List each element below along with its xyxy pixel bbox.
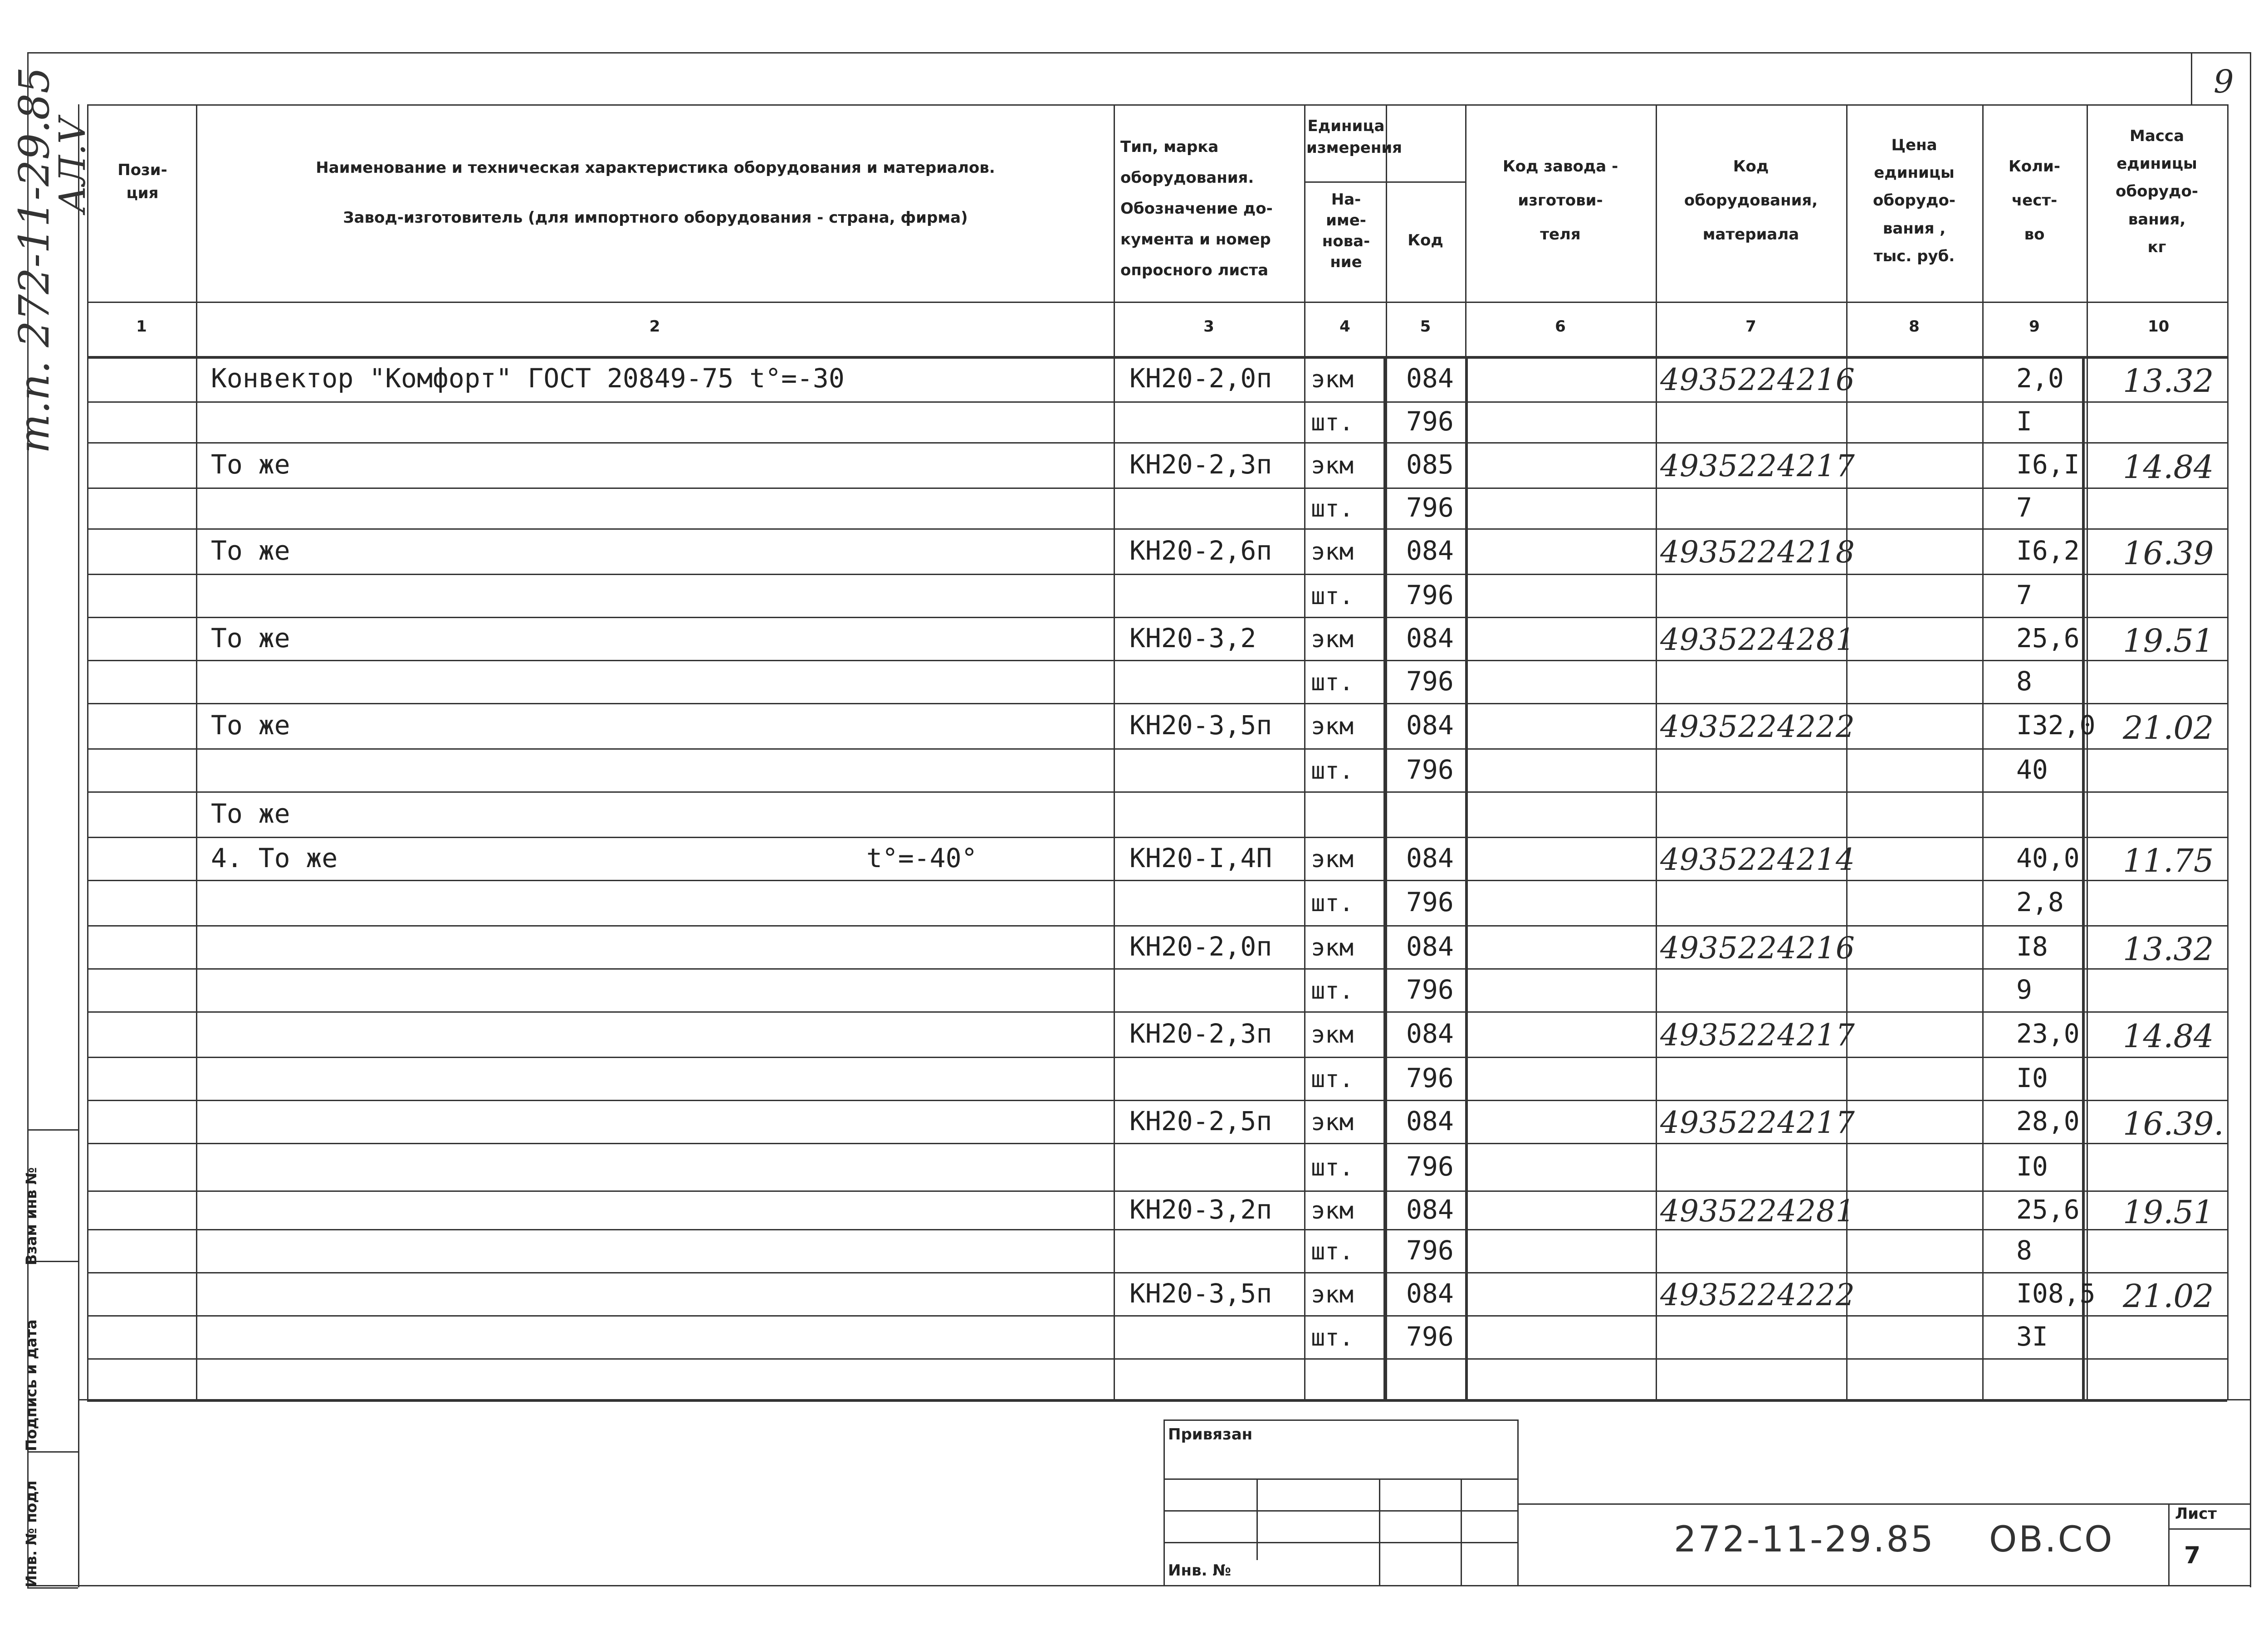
grid-line	[87, 925, 2227, 927]
header-unit-code: Код	[1408, 231, 1443, 249]
grid-line	[1163, 1510, 1517, 1512]
grid-line	[1114, 104, 1115, 1399]
grid-line	[87, 748, 2227, 750]
row-name: То же	[211, 449, 290, 480]
header-mass: Масса единицы оборудо- вания, кг	[2116, 127, 2198, 256]
row-mass: 21.02	[2123, 1278, 2214, 1315]
row-unit-name: экм	[1311, 846, 1354, 873]
grid-line	[1517, 1419, 1519, 1585]
row-mass: 11.75	[2123, 842, 2214, 879]
grid-line	[1656, 104, 1657, 1399]
row-unit-name: экм	[1311, 366, 1354, 393]
grid-line	[2168, 1503, 2170, 1585]
row-quantity: I0	[2016, 1063, 2048, 1093]
row-name-extra: t°=-40°	[866, 843, 978, 873]
row-quantity: 23,0	[2016, 1018, 2080, 1049]
side-label-inv: Инв. № подл	[23, 1480, 40, 1587]
header-factory-code: Код завода - изготови- теля	[1502, 157, 1618, 244]
row-type: КН20-I,4П	[1129, 843, 1272, 873]
row-unit-code: 084	[1406, 363, 1454, 394]
grid-line	[1383, 356, 1386, 1399]
row-equipment-code: 4935224222	[1660, 1278, 1855, 1312]
row-unit-code: 796	[1406, 666, 1454, 697]
column-number: 2	[649, 317, 660, 336]
row-unit-name: шт.	[1311, 669, 1354, 696]
row-unit-name: шт.	[1311, 757, 1354, 785]
grid-line	[1163, 1419, 1517, 1421]
row-name: 4. То же	[211, 843, 338, 873]
row-unit-code: 796	[1406, 1151, 1454, 1182]
row-quantity: 40	[2016, 754, 2048, 785]
grid-line	[87, 1229, 2227, 1230]
grid-line	[78, 104, 79, 1587]
grid-line	[27, 1585, 2250, 1586]
row-mass: 16.39.	[2123, 1105, 2224, 1142]
inv-no-label: Инв. №	[1168, 1561, 1232, 1580]
row-unit-name: шт.	[1311, 583, 1354, 610]
side-stamp: т.п. 272-11-29.85	[10, 67, 59, 454]
grid-line	[87, 528, 2227, 530]
row-type: КН20-3,2	[1129, 623, 1256, 654]
row-unit-code: 796	[1406, 754, 1454, 785]
row-quantity: 8	[2016, 666, 2032, 697]
row-quantity: 7	[2016, 492, 2032, 523]
grid-line	[1465, 356, 1468, 1399]
grid-line	[87, 791, 2227, 793]
grid-line	[87, 660, 2227, 661]
grid-line	[1379, 1478, 1380, 1585]
row-name: То же	[211, 623, 290, 654]
row-equipment-code: 4935224222	[1660, 709, 1855, 744]
row-equipment-code: 4935224218	[1660, 535, 1855, 570]
grid-line	[1304, 181, 1465, 183]
grid-line	[87, 1315, 2227, 1317]
grid-line	[2250, 52, 2251, 1587]
grid-line	[87, 401, 2227, 403]
row-equipment-code: 4935224216	[1660, 931, 1855, 966]
row-quantity: 7	[2016, 580, 2032, 610]
row-quantity: 2,0	[2016, 363, 2064, 394]
row-unit-code: 084	[1406, 623, 1454, 654]
column-number: 5	[1420, 317, 1431, 336]
header-name-line2: Завод-изготовитель (для импортного оборудования - страна, фирма)	[343, 209, 968, 227]
header-position: Пози- ция	[117, 161, 167, 202]
side-label-vzam: Взам инв №	[23, 1167, 40, 1265]
row-unit-name: экм	[1311, 626, 1354, 653]
row-quantity: I32,0	[2016, 710, 2096, 741]
grid-line	[87, 968, 2227, 970]
row-quantity: I6,2	[2016, 535, 2080, 566]
grid-line	[2227, 104, 2229, 1399]
row-unit-code: 796	[1406, 492, 1454, 523]
grid-line	[87, 1190, 2227, 1192]
grid-line	[1517, 1503, 2250, 1505]
grid-line	[2082, 356, 2085, 1399]
document-mark: ОВ.СО	[1989, 1519, 2114, 1560]
row-equipment-code: 4935224216	[1660, 362, 1855, 397]
row-unit-code: 796	[1406, 580, 1454, 610]
row-unit-name: экм	[1311, 452, 1354, 479]
row-unit-name: шт.	[1311, 409, 1354, 436]
column-number: 3	[1203, 317, 1214, 336]
row-type: КН20-2,0п	[1129, 931, 1272, 962]
column-number: 6	[1555, 317, 1566, 336]
side-mark: АЛ.V	[51, 117, 93, 213]
row-type: КН20-3,5п	[1129, 1278, 1272, 1309]
grid-line	[1386, 181, 1387, 356]
column-number: 8	[1909, 317, 1920, 336]
column-number: 4	[1339, 317, 1350, 336]
row-mass: 16.39	[2123, 535, 2214, 572]
row-quantity: I8	[2016, 931, 2048, 962]
row-unit-name: экм	[1311, 1109, 1354, 1136]
grid-line	[196, 104, 197, 1399]
row-equipment-code: 4935224217	[1660, 1018, 1855, 1053]
row-mass: 14.84	[2123, 449, 2214, 486]
row-name: То же	[211, 710, 290, 741]
column-number: 9	[2029, 317, 2040, 336]
row-unit-code: 084	[1406, 1278, 1454, 1309]
row-unit-name: шт.	[1311, 1066, 1354, 1093]
grid-line	[2168, 1528, 2250, 1530]
document-code: 272-11-29.85	[1674, 1519, 1935, 1560]
row-quantity: 25,6	[2016, 1194, 2080, 1225]
grid-line	[87, 703, 2227, 704]
row-unit-code: 796	[1406, 1321, 1454, 1352]
grid-line	[87, 1057, 2227, 1058]
row-unit-name: шт.	[1311, 1154, 1354, 1181]
row-quantity: 28,0	[2016, 1106, 2080, 1136]
header-equipment-code: Код оборудования, материала	[1684, 157, 1818, 244]
row-equipment-code: 4935224281	[1660, 622, 1855, 657]
row-unit-name: экм	[1311, 538, 1354, 566]
row-name: Конвектор "Комфорт" ГОСТ 20849-75 t°=-30	[211, 363, 845, 394]
row-unit-code: 084	[1406, 710, 1454, 741]
grid-line	[1461, 1478, 1462, 1585]
row-mass: 19.51	[2123, 1194, 2214, 1231]
row-mass: 13.32	[2123, 931, 2214, 968]
row-unit-name: шт.	[1311, 890, 1354, 917]
row-equipment-code: 4935224217	[1660, 449, 1855, 483]
row-unit-name: экм	[1311, 1197, 1354, 1224]
header-name-line1: Наименование и техническая характеристика оборудования и материалов.	[316, 159, 995, 177]
row-unit-code: 084	[1406, 1018, 1454, 1049]
row-type: КН20-2,6п	[1129, 535, 1272, 566]
row-unit-name: экм	[1311, 1021, 1354, 1049]
row-unit-code: 084	[1406, 1194, 1454, 1225]
row-quantity: 2,8	[2016, 887, 2064, 917]
row-equipment-code: 4935224217	[1660, 1105, 1855, 1140]
header-unit-group: Единица измерения	[1306, 117, 1402, 157]
row-quantity: I6,I	[2016, 449, 2080, 480]
list-number: 7	[2184, 1542, 2201, 1569]
grid-line	[87, 1011, 2227, 1013]
row-quantity: I	[2016, 406, 2032, 437]
row-type: КН20-3,5п	[1129, 710, 1272, 741]
row-mass: 14.84	[2123, 1018, 2214, 1055]
grid-line	[87, 1272, 2227, 1273]
grid-line	[87, 1399, 2227, 1402]
row-unit-name: экм	[1311, 934, 1354, 961]
grid-line	[87, 1358, 2227, 1360]
row-unit-code: 796	[1406, 974, 1454, 1005]
column-number: 10	[2148, 317, 2170, 336]
row-mass: 19.51	[2123, 622, 2214, 659]
row-unit-code: 796	[1406, 887, 1454, 917]
grid-line	[87, 1143, 2227, 1144]
row-unit-code: 796	[1406, 1063, 1454, 1093]
row-type: КН20-2,5п	[1129, 1106, 1272, 1136]
grid-line	[87, 302, 2227, 303]
row-unit-code: 084	[1406, 535, 1454, 566]
grid-line	[27, 1451, 78, 1453]
row-unit-name: шт.	[1311, 1238, 1354, 1265]
row-unit-code: 084	[1406, 931, 1454, 962]
grid-line	[27, 1587, 78, 1589]
grid-line	[1163, 1542, 1517, 1543]
header-type: Тип, марка оборудования. Обозначение до- кумента и номер опросного листа	[1120, 138, 1273, 279]
row-type: КН20-3,2п	[1129, 1194, 1272, 1225]
row-unit-name: шт.	[1311, 977, 1354, 1005]
row-name: То же	[211, 535, 290, 566]
header-unit-name: На- име- нова- ние	[1322, 190, 1370, 271]
column-number: 1	[136, 317, 147, 336]
row-quantity: 9	[2016, 974, 2032, 1005]
header-quantity: Коли- чест- во	[2009, 157, 2060, 244]
grid-line	[87, 617, 2227, 618]
row-type: КН20-2,0п	[1129, 363, 1272, 394]
grid-line	[87, 880, 2227, 881]
row-unit-name: экм	[1311, 1281, 1354, 1308]
grid-line	[27, 1129, 78, 1131]
row-mass: 13.32	[2123, 362, 2214, 400]
grid-line	[1163, 1419, 1165, 1585]
row-name: То же	[211, 798, 290, 829]
grid-line	[87, 574, 2227, 575]
row-unit-name: шт.	[1311, 1324, 1354, 1351]
grid-line	[2087, 104, 2088, 1399]
row-type: КН20-2,3п	[1129, 449, 1272, 480]
grid-line	[87, 104, 88, 1399]
grid-line	[87, 488, 2227, 489]
row-unit-name: экм	[1311, 713, 1354, 740]
row-equipment-code: 4935224214	[1660, 842, 1855, 877]
row-quantity: 25,6	[2016, 623, 2080, 654]
row-unit-code: 796	[1406, 1235, 1454, 1266]
row-quantity: I08,5	[2016, 1278, 2096, 1309]
grid-line	[1982, 104, 1984, 1399]
row-quantity: 3I	[2016, 1321, 2048, 1352]
row-unit-code: 796	[1406, 406, 1454, 437]
grid-line	[1163, 1478, 1517, 1480]
grid-line	[1256, 1478, 1258, 1560]
sheet-number-top: 9	[2214, 63, 2234, 100]
row-quantity: 8	[2016, 1235, 2032, 1266]
row-unit-name: шт.	[1311, 495, 1354, 522]
side-label-podpis: Подпись и дата	[23, 1319, 40, 1451]
row-quantity: I0	[2016, 1151, 2048, 1182]
row-unit-code: 084	[1406, 1106, 1454, 1136]
grid-line	[87, 356, 2227, 359]
header-price: Цена единицы оборудо- вания , тыс. руб.	[1873, 136, 1955, 265]
row-unit-code: 084	[1406, 843, 1454, 873]
row-mass: 21.02	[2123, 709, 2214, 746]
column-number: 7	[1745, 317, 1756, 336]
grid-line	[87, 837, 2227, 838]
row-type: КН20-2,3п	[1129, 1018, 1272, 1049]
row-quantity: 40,0	[2016, 843, 2080, 873]
grid-line	[27, 52, 2250, 54]
row-unit-code: 085	[1406, 449, 1454, 480]
list-label: Лист	[2175, 1505, 2217, 1523]
grid-line	[87, 1100, 2227, 1101]
grid-line	[87, 104, 2227, 106]
grid-line	[2191, 52, 2192, 104]
row-equipment-code: 4935224281	[1660, 1194, 1855, 1229]
grid-line	[87, 442, 2227, 444]
privyazan-label: Привязан	[1168, 1425, 1253, 1444]
grid-line	[1304, 104, 1305, 1399]
